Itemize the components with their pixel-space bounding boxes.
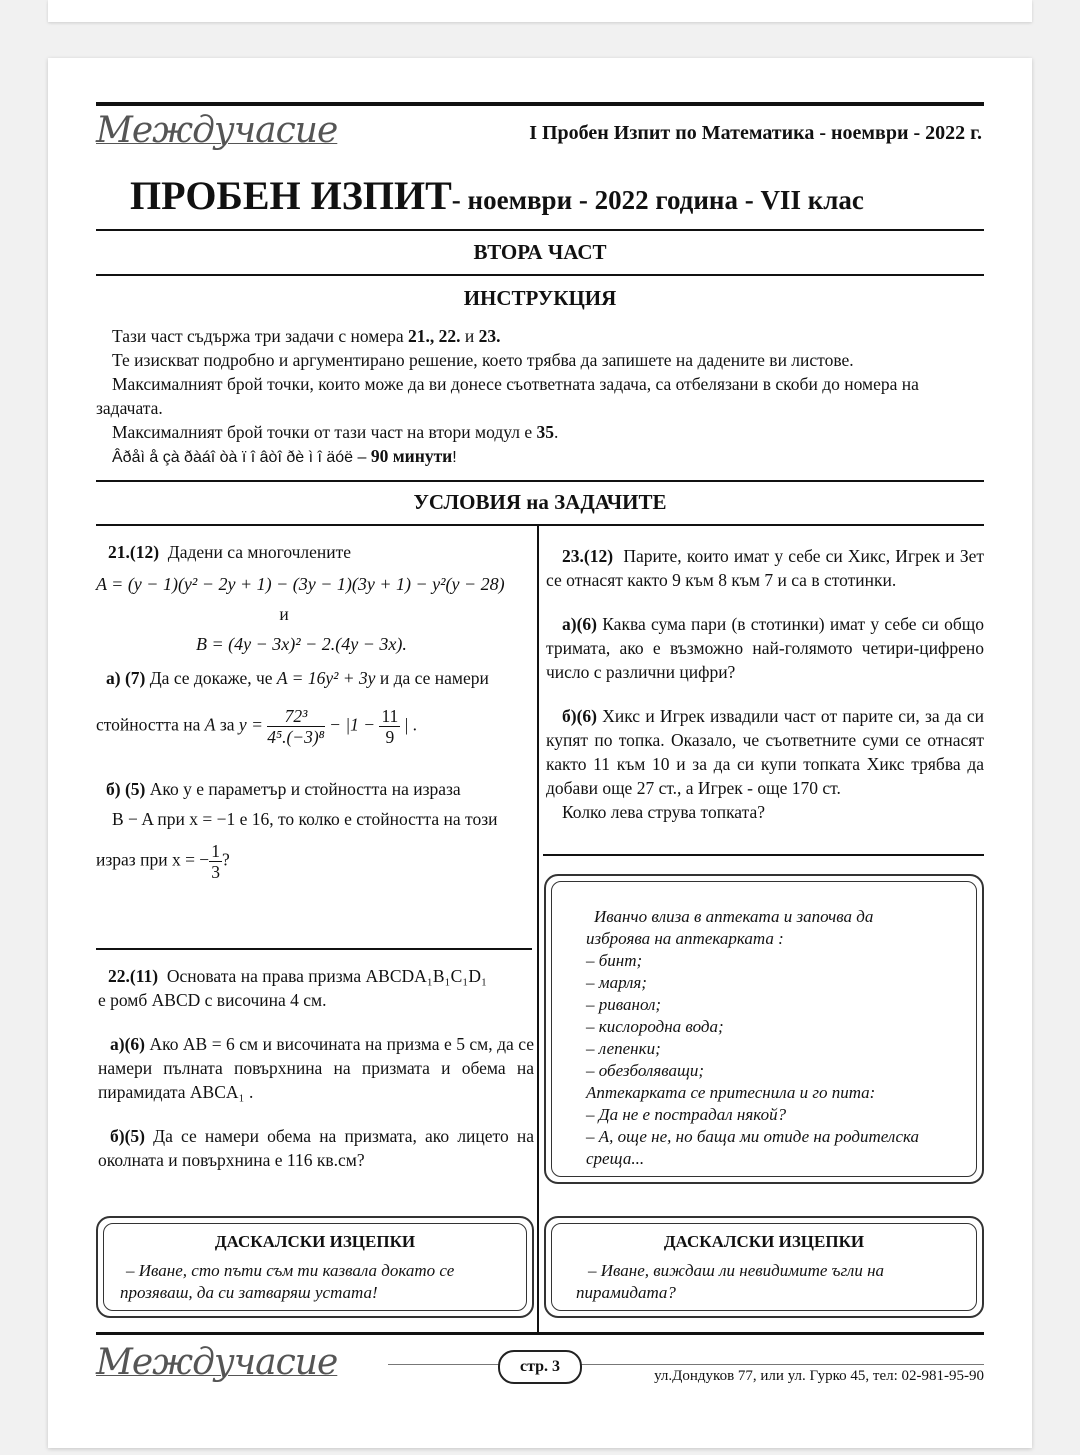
instruction-line-2: Те изискват подробно и аргументирано решение, което трябва да запишете на дадените ви листове. (112, 350, 854, 370)
joke-right-box (544, 1216, 984, 1318)
task-21 (96, 540, 532, 882)
task-21-b-line3: израз при x = − $\frac{1}{3}$ ? (96, 841, 230, 882)
title-rest: - ноември - 2022 година - VII клас (451, 185, 864, 215)
instructions-heading-wrap (96, 286, 984, 311)
footer-thin-rule (388, 1364, 984, 1365)
fraction-11-9: $\frac{11}{9}$ (381, 706, 399, 747)
task-22-text2: е ромб ABCD с височина 4 см. (98, 990, 327, 1010)
footer-logo: Междучасие (96, 1342, 338, 1383)
task-21-b: б) (5) Ако y е параметър и стойността на израза (106, 779, 461, 799)
conjunction: и (279, 604, 289, 624)
joke-left-title: ДАСКАЛСКИ ИЗЦЕПКИ (214, 1232, 416, 1251)
joke-left-text: – Иване, сто пъти съм ти казвала докато се прозяваш, да си затваряш устата! (120, 1261, 455, 1302)
instruction-line-3: Максималният брой точки, които може да ви донесе съответната задача, са отбелязани в скоби до номера на задачата. (96, 374, 919, 418)
polynomial-b: B = (4y − 3x)² − 2.(4y − 3x). (196, 634, 407, 654)
task-22-text1: Основата на права призма ABCDA₁B₁C₁D₁ (166, 966, 488, 986)
previous-page-edge (48, 0, 1032, 22)
task-22-b: б)(5) Да се намери обема на призмата, ако лицето на околната и повърхнина е 116 кв.см? (98, 1126, 535, 1170)
task-23-label: 23.(12) (562, 546, 614, 566)
instruction-line-5: Âðåì å çà ðàáî òà ï î âòî ðè ì î äóë – 90 минути! (112, 446, 457, 466)
footer-rule (96, 1332, 984, 1335)
document-page (48, 58, 1032, 1448)
task-22-label: 22.(11) (108, 966, 159, 986)
joke-pharmacy-text: Иванчо влиза в аптеката и започва да изброява на аптекарката : – бинт; – марля; – риванол; – кислородна вода; – лепенки; – обезболяващи; Аптекарката се притеснила и го пита: – Да не е пострадал някой? – А, още не, но баща ми отиде на родителска среща... (586, 907, 920, 1168)
page-number-badge: стр. 3 (498, 1350, 582, 1384)
fraction-72-cubed: $\frac{\text{72³}}{\text{4⁵.(−3)⁸}}$ (267, 706, 325, 747)
fraction-1-3: $\frac{1}{3}$ (211, 841, 220, 882)
column-divider (537, 524, 539, 1332)
title-main: ПРОБЕН ИЗПИТ (130, 173, 452, 218)
task-21-label: 21.(12) (108, 542, 160, 562)
header-logo: Междучасие (96, 110, 338, 151)
task-23-text: Парите, които имат у себе си Хикс, Игрек и Зет се отнасят както 9 към 8 към 7 и са в стотинки. (546, 546, 985, 590)
rule (96, 948, 532, 950)
section-part: ВТОРА ЧАСТ (473, 240, 607, 264)
task-22-a: а)(6) Ако AB = 6 см и височината на призма е 5 см, да се намери пълната повърхнина на призмата и обема на пирамидата ABCA₁ . (98, 1034, 534, 1102)
joke-left-box (96, 1216, 534, 1318)
conditions-heading: УСЛОВИЯ на ЗАДАЧИТЕ (413, 490, 667, 514)
task-21-a: а) (7) Да се докаже, че A = 16y² + 3y и да се намери (106, 668, 489, 688)
footer-address: ул.Дондуков 77, или ул. Гурко 45, тел: 02-981-95-90 (654, 1368, 984, 1384)
task-23-question: Колко лева струва топката? (562, 802, 766, 822)
joke-right-title: ДАСКАЛСКИ ИЗЦЕПКИ (663, 1232, 865, 1251)
rule (96, 524, 984, 526)
rule (96, 480, 984, 482)
polynomial-a: A = (y − 1)(y² − 2y + 1) − (3y − 1)(3y + 1) − y²(y − 28) (96, 574, 505, 594)
instructions-heading: ИНСТРУКЦИЯ (463, 286, 617, 310)
instructions-block (96, 324, 988, 470)
instruction-line-1: Тази част съдържа три задачи с номера 21., 22. и 23. (112, 326, 501, 346)
rule (96, 274, 984, 276)
instruction-line-4: Максималният брой точки от тази част на втори модул е 35. (112, 422, 559, 442)
task-21-intro: Дадени са многочлените (167, 542, 352, 562)
conditions-heading-wrap (96, 490, 984, 515)
section-part-wrap (96, 240, 984, 265)
joke-pharmacy-box (544, 874, 984, 1184)
task-21-value-line: стойността на A за y = $\frac{\text{72³}}{\text{4⁵.(−3)⁸}}$ − |1 − $\frac{11}{9}$ | . (96, 706, 417, 747)
joke-right-text: – Иване, виждаш ли невидимите ъгли на пирамидата? (576, 1261, 885, 1302)
task-23-b: б)(6) Хикс и Игрек извадили част от парите си, за да си купят по топка. Оказало, че съответните суми се отнасят както 11 към 10 и за да си купи топката Хикс трябва да добави още 27 ст., а Игрек - още 170 ст. (546, 706, 984, 798)
task-22 (98, 964, 534, 1172)
rule (543, 854, 984, 856)
exam-line: I Пробен Изпит по Математика - ноември - 2022 г. (529, 122, 982, 144)
page-title (130, 172, 864, 219)
rule (96, 229, 984, 231)
task-21-b-line2: B − A при x = −1 е 16, то колко е стойността на този (112, 809, 498, 829)
task-23 (546, 544, 984, 824)
header-top-rule (96, 102, 984, 106)
task-23-a: а)(6) Каква сума пари (в стотинки) имат у себе си общо тримата, ако е възможно най-голямото четири-цифрено число с различни цифри? (546, 614, 985, 682)
